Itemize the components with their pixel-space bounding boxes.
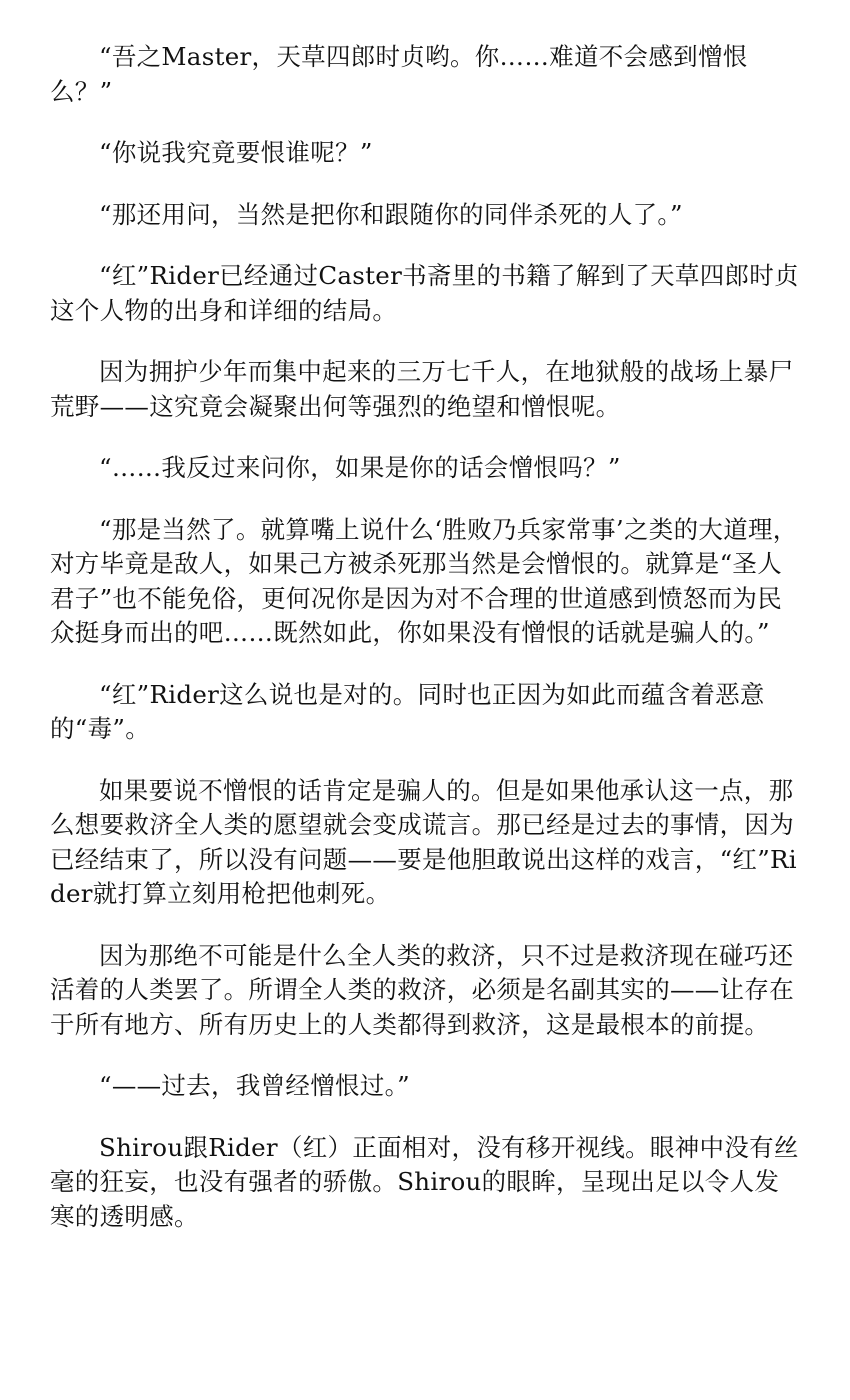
document-page <box>50 40 802 1261</box>
paragraph-4: “红”Rider已经通过Caster书斋里的书籍了解到了天草四郎时贞这个人物的出身和详细的结局。 <box>50 261 799 325</box>
paragraph-9: 如果要说不憎恨的话肯定是骗人的。但是如果他承认这一点，那么想要救济全人类的愿望就会变成谎言。那已经是过去的事情，因为已经结束了，所以没有问题——要是他胆敢说出这样的戏言，“红”Rider就打算立刻用枪把他刺死。 <box>50 775 797 908</box>
paragraph-3: “那还用问，当然是把你和跟随你的同伴杀死的人了。” <box>99 199 683 229</box>
paragraph-11: “——过去，我曾经憎恨过。” <box>99 1071 410 1100</box>
paragraph-8: “红”Rider这么说也是对的。同时也正因为如此而蕴含着恶意的“毒”。 <box>50 679 765 743</box>
paragraph-12: Shirou跟Rider（红）正面相对，没有移开视线。眼神中没有丝毫的狂妄，也没有强者的骄傲。Shirou的眼眸，呈现出足以令人发寒的透明感。 <box>50 1132 799 1231</box>
paragraph-5: 因为拥护少年而集中起来的三万七千人，在地狱般的战场上暴尸荒野——这究竟会凝聚出何等强烈的绝望和憎恨呢。 <box>50 357 794 421</box>
paragraph-10: 因为那绝不可能是什么全人类的救济，只不过是救济现在碰巧还活着的人类罢了。所谓全人类的救济，必须是名副其实的——让存在于所有地方、所有历史上的人类都得到救济，这是最根本的前提。 <box>50 940 794 1039</box>
paragraph-6: “……我反过来问你，如果是你的话会憎恨吗？” <box>99 453 621 482</box>
paragraph-1: “吾之Master，天草四郎时贞哟。你……难道不会感到憎恨么？” <box>50 42 748 106</box>
paragraph-7: “那是当然了。就算嘴上说什么‘胜败乃兵家常事’之类的大道理，对方毕竟是敌人，如果己方被杀死那当然是会憎恨的。就算是“圣人君子”也不能免俗，更何况你是因为对不合理的世道感到愤怒而为民众挺身而出的吧……既然如此，你如果没有憎恨的话就是骗人的。” <box>50 514 798 647</box>
paragraph-2: “你说我究竟要恨谁呢？” <box>99 138 373 167</box>
